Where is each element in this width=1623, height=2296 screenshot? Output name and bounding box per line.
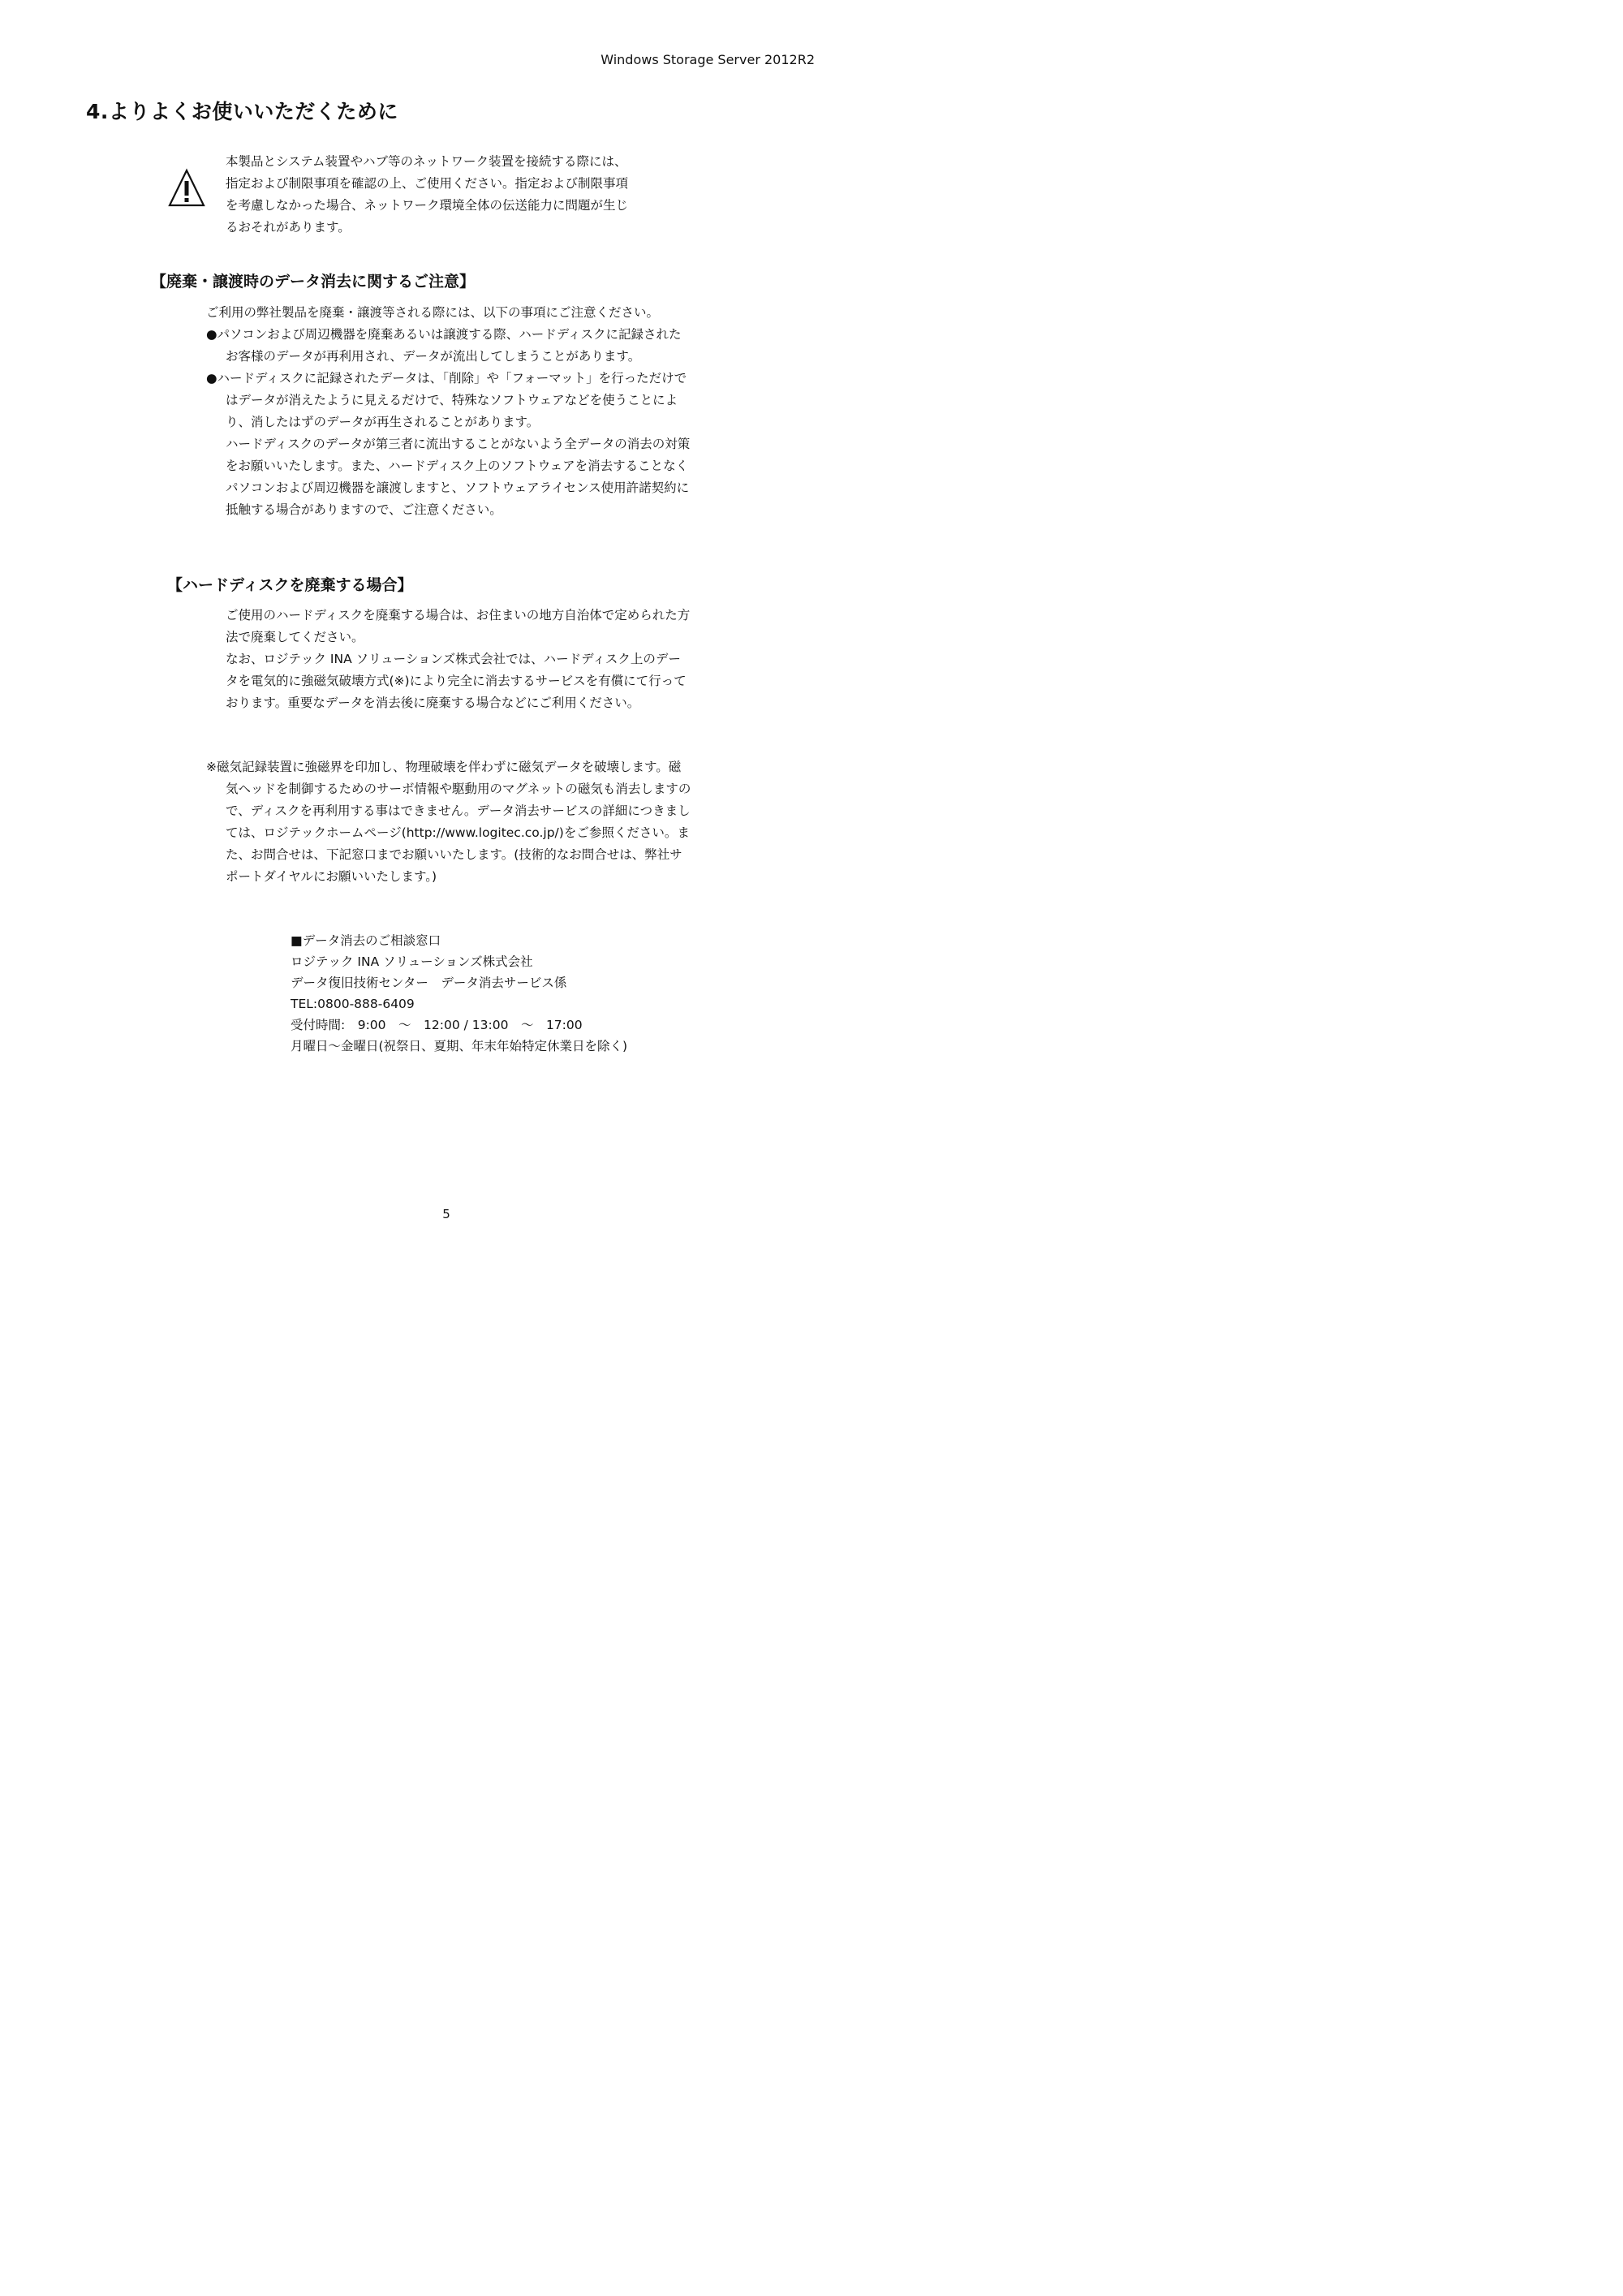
warning-line: るおそれがあります。 (226, 220, 351, 235)
contact-company: ロジテック INA ソリューションズ株式会社 (291, 954, 533, 969)
document-title: Windows Storage Server 2012R2 (601, 52, 815, 67)
contact-block (291, 930, 627, 1057)
disposal-followup: ハードディスクのデータが第三者に流出することがないよう全データの消去の対策をお願いいたします。また、ハードディスク上のソフトウェアを消去することなくパソコンおよび周辺機器を譲渡しますと、ソフトウェアライセンス使用許諾契約に抵触する場合がありますので、ご注意ください。 (226, 437, 691, 517)
disposal-notice-heading: 【廃棄・譲渡時のデータ消去に関するご注意】 (151, 273, 476, 291)
disposal-notice-body (206, 302, 693, 521)
warning-text (226, 151, 696, 239)
hdd-para-2: なお、ロジテック INA ソリューションズ株式会社では、ハードディスク上のデータを電気的に強磁気破壊方式(※)により完全に消去するサービスを有償にて行っております。重要なデータを消去後に廃棄する場合などにご利用ください。 (226, 652, 687, 710)
footnote (206, 756, 693, 888)
warning-line: を考慮しなかった場合、ネットワーク環境全体の伝送能力に問題が生じ (226, 198, 629, 213)
contact-department: データ復旧技術センター データ消去サービス係 (291, 976, 567, 990)
footnote-text: ※磁気記録装置に強磁界を印加し、物理破壊を伴わずに磁気データを破壊します。磁気ヘッドを制御するためのサーボ情報や駆動用のマグネットの磁気も消去しますので、ディスクを再利用する事はできません。データ消去サービスの詳細につきましては、ロジテックホームページ(http://www.logitec.co.jp/)をご参照ください。また、お問合せは、下記窓口までお願いいたします。(技術的なお問合せは、弊社サポートダイヤルにお願いいたします。) (206, 760, 691, 884)
disposal-bullet-2: ●ハードディスクに記録されたデータは、「削除」や「フォーマット」を行っただけではデータが消えたように見えるだけで、特殊なソフトウェアなどを使うことにより、消したはずのデータが再生されることがあります。 (206, 371, 687, 429)
hdd-para-1: ご使用のハードディスクを廃棄する場合は、お住まいの地方自治体で定められた方法で廃棄してください。 (226, 608, 691, 644)
page-number: 5 (442, 1207, 450, 1221)
warning-line: 指定および制限事項を確認の上、ご使用ください。指定および制限事項 (226, 176, 629, 191)
section-title: 4.よりよくお使いいただくために (86, 100, 398, 123)
contact-days: 月曜日～金曜日(祝祭日、夏期、年末年始特定休業日を除く) (291, 1039, 628, 1053)
warning-line: 本製品とシステム装置やハブ等のネットワーク装置を接続する際には、 (226, 154, 627, 169)
disposal-bullet-1: ●パソコンおよび周辺機器を廃棄あるいは譲渡する際、ハードディスクに記録されたお客様のデータが再利用され、データが流出してしまうことがあります。 (206, 327, 682, 364)
warning-triangle-icon (167, 168, 206, 209)
contact-hours: 受付時間: 9:00 ～ 12:00 / 13:00 ～ 17:00 (291, 1018, 583, 1032)
hdd-disposal-body (226, 605, 693, 714)
hdd-disposal-heading: 【ハードディスクを廃棄する場合】 (167, 576, 413, 594)
contact-tel: TEL:0800-888-6409 (291, 997, 415, 1011)
contact-heading: ■データ消去のご相談窓口 (291, 933, 441, 948)
disposal-intro: ご利用の弊社製品を廃棄・譲渡等される際には、以下の事項にご注意ください。 (206, 305, 660, 320)
